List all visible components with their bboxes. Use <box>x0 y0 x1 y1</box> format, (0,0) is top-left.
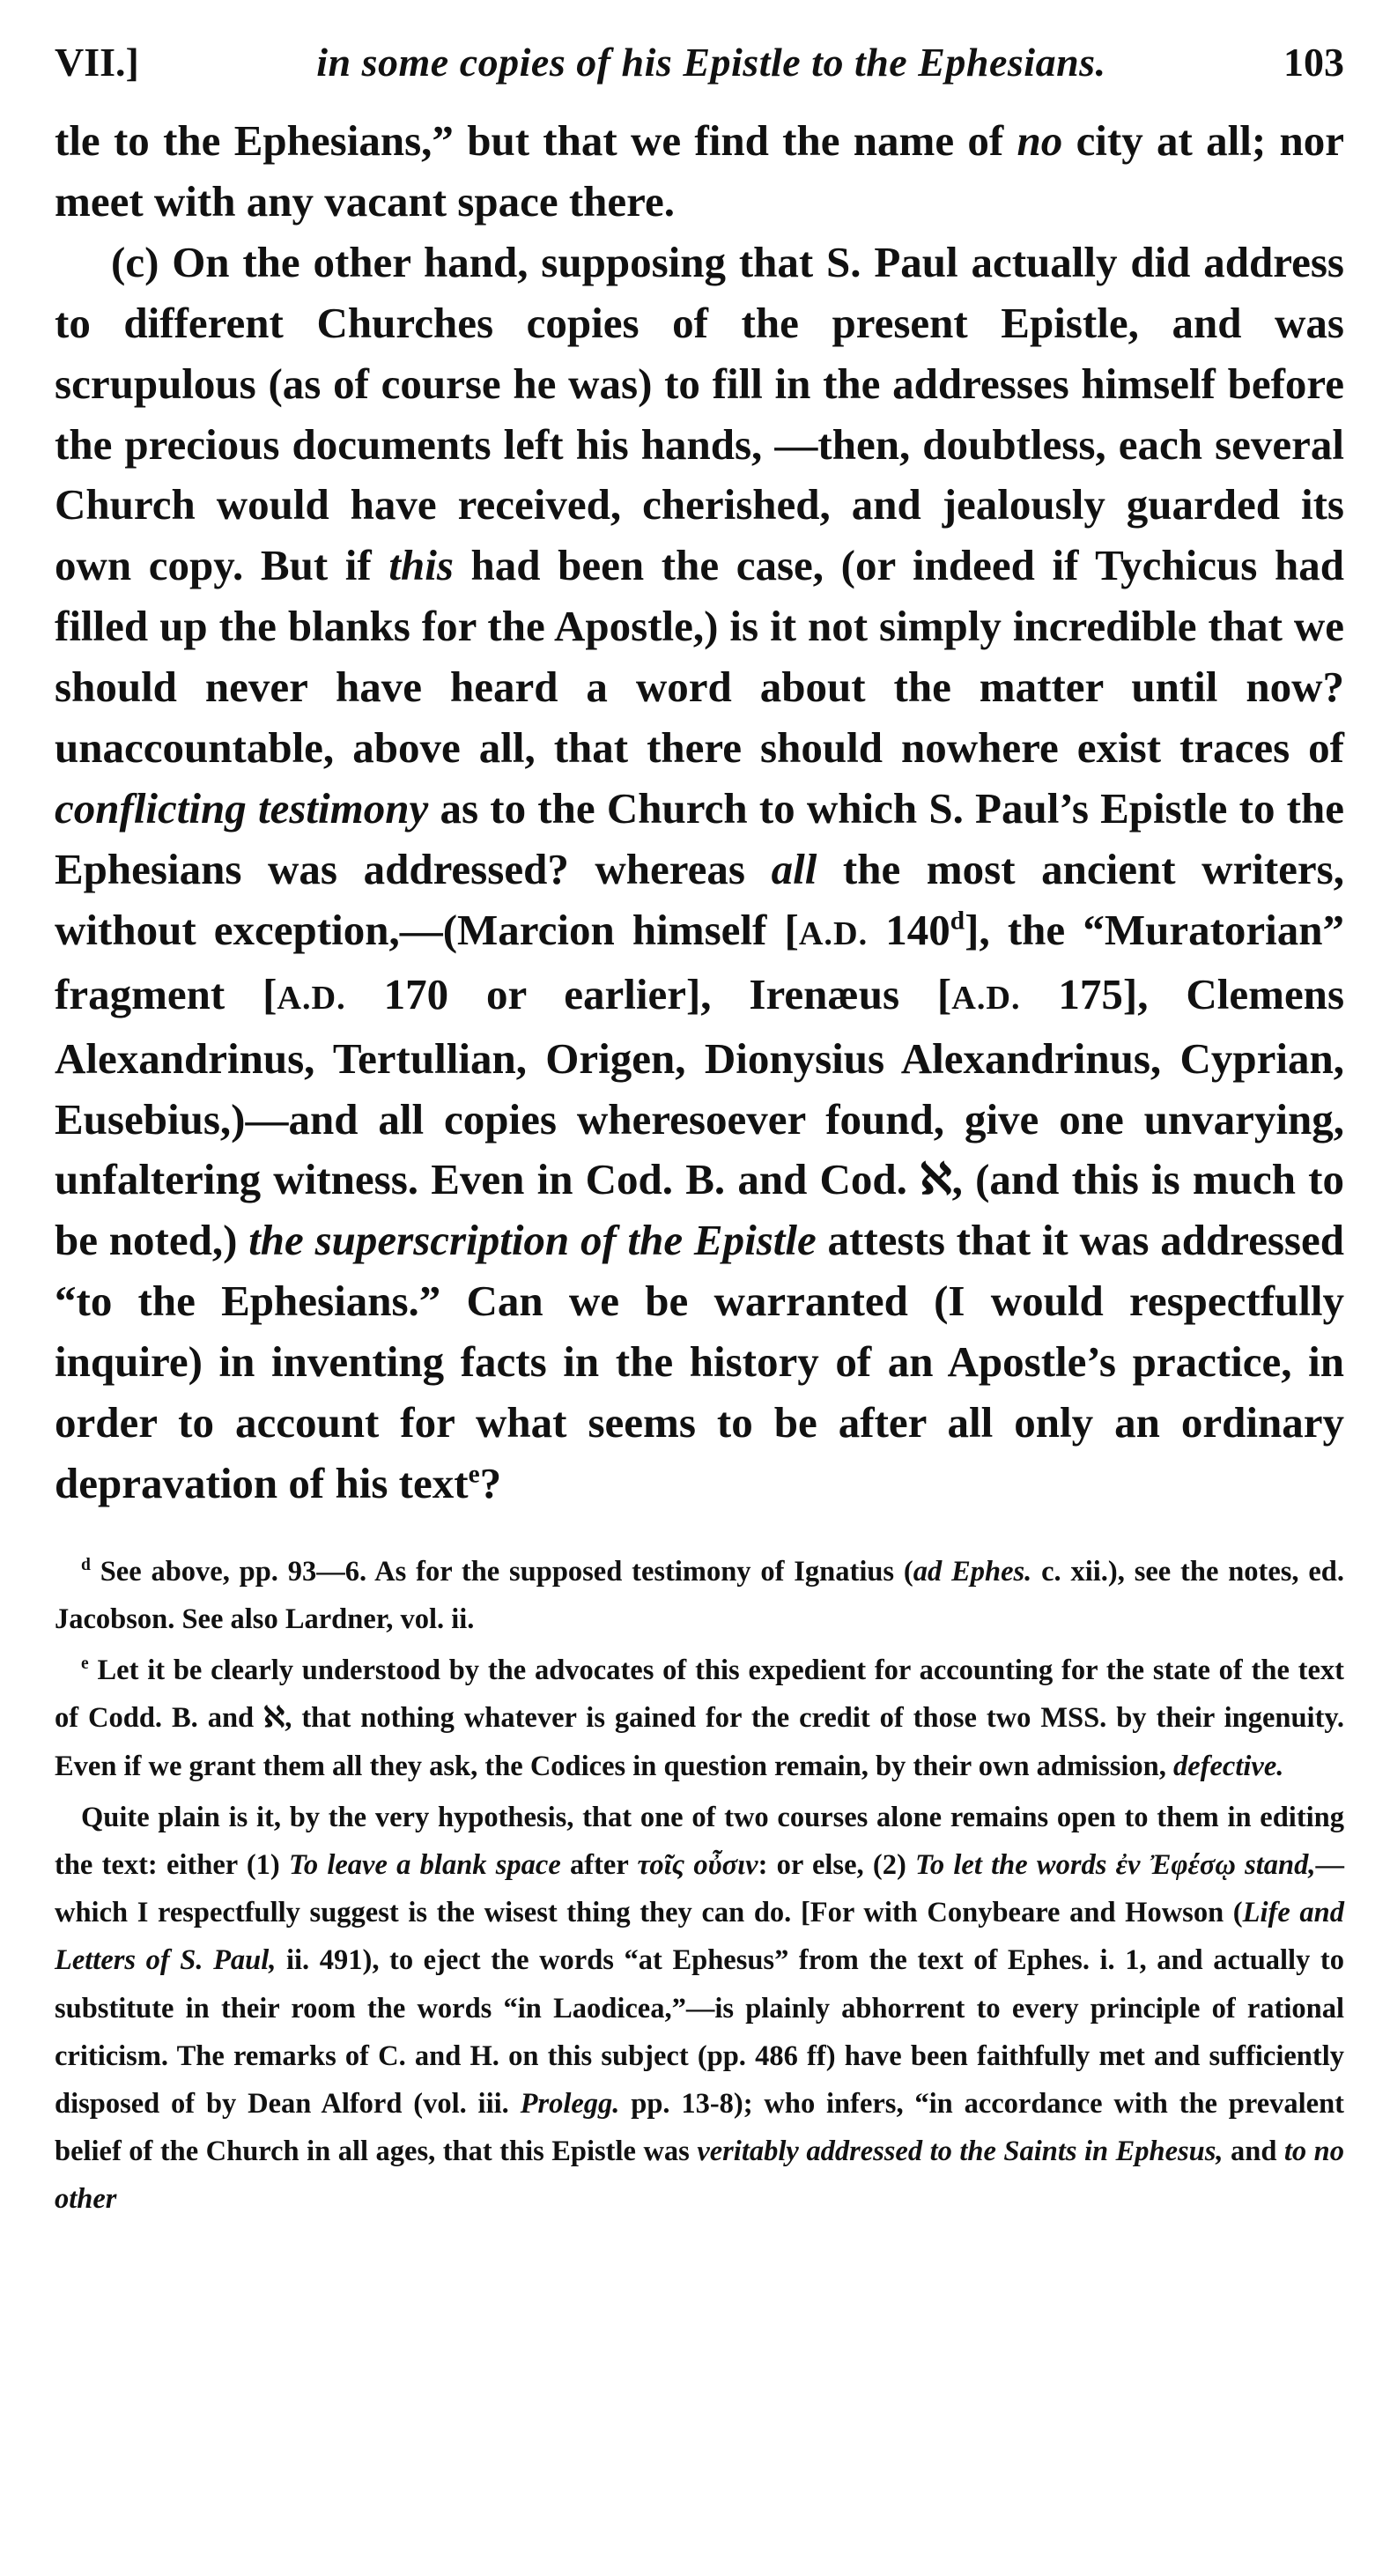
footnote-marker: e <box>81 1654 89 1674</box>
italic-run: the superscription of the Epistle <box>248 1216 817 1265</box>
footnote-e-continued <box>55 1794 1344 2224</box>
text-run: as to the Church to which S. Paul’s Epistle to the Ephesians was addressed? whereas <box>55 783 1344 893</box>
italic-run: Life and Letters of S. Paul, <box>55 1897 1344 1977</box>
small-caps-run: A.D. <box>951 979 1021 1017</box>
small-caps-run: A.D. <box>798 914 869 952</box>
main-text <box>55 111 1344 1514</box>
text-run: See above, pp. 93—6. As for the supposed testimony of Ignatius ( <box>90 1555 913 1588</box>
text-run: —which I respectfully suggest is the wisest thing they can do. [For with Conybeare and Howson ( <box>55 1849 1344 1929</box>
italic-run: To let the words ἐν Ἐφέσῳ stand, <box>915 1849 1316 1882</box>
italic-run: defective. <box>1172 1750 1284 1782</box>
page-number: 103 <box>1283 40 1344 85</box>
italic-run: to no other <box>55 2136 1345 2216</box>
text-run: Quite plain is it, by the very hypothesis, that one of two courses alone remains open to them in editing the text: either (1) <box>55 1801 1344 1882</box>
text-run: (c) On the other hand, supposing that S. Paul actually did address to different Churches copies of the present Epistle, and was scrupulous (as of course he was) to fill in the addresses himself before the precious documents left his hands, —then, doubtless, each several Church would have received, cherished, and jealously guarded its own copy. But if <box>55 237 1344 590</box>
section-number: VII.] <box>55 40 139 85</box>
text-run: pp. 13-8); who infers, “in accordance with the prevalent belief of the Church in all ages, that this Epistle was <box>55 2088 1344 2168</box>
italic-run: all <box>771 844 817 893</box>
text-run: the most ancient writers, without exception,—(Marcion himself [ <box>55 844 1344 954</box>
footnote-d <box>55 1548 1344 1643</box>
text-run: and <box>1223 2136 1284 2168</box>
text-run: ii. 491), to eject the words “at Ephesus” from the text of Ephes. i. 1, and actually to substitute in their room the words “in Laodicea,”—is plainly abhorrent to every principle of rational criticism. The remarks of C. and H. on this subject (pp. 486 ff) have been faithfully met and sufficiently disposed of by Dean Alford (vol. iii. <box>55 1944 1344 2121</box>
paragraph-c <box>55 233 1344 1514</box>
running-title: in some copies of his Epistle to the Ephesians. <box>316 40 1106 85</box>
italic-run: Prolegg. <box>520 2088 620 2121</box>
text-run: ? <box>479 1458 502 1507</box>
footnote-marker: d <box>81 1556 91 1575</box>
footnote-e <box>55 1647 1344 1790</box>
footnotes <box>55 1548 1344 2224</box>
italic-run: τοῖς οὖσιν <box>637 1849 758 1882</box>
text-run: after <box>560 1849 638 1882</box>
italic-run: conflicting testimony <box>55 783 429 833</box>
small-caps-run: A.D. <box>277 979 346 1017</box>
text-run: ], the “Muratorian” fragment [ <box>55 905 1345 1018</box>
paragraph-continuation <box>55 111 1344 233</box>
footnote-ref-e: e <box>468 1460 480 1489</box>
text-run: 140 <box>868 905 950 954</box>
text-run: city at all; nor meet with any vacant space there. <box>55 116 1344 226</box>
text-run: attests that it was addressed “to the Ephesians.” Can we be warranted (I would respectfully inquire) in inventing facts in the history of an Apostle’s practice, in order to account for what seems to be after all only an ordinary depravation of his text <box>55 1216 1344 1507</box>
text-run: 170 or earlier], Irenæus [ <box>345 969 952 1018</box>
italic-run: veritably addressed to the Saints in Ephesus, <box>697 2136 1224 2168</box>
text-run: c. xii.), see the notes, ed. Jacobson. See also Lardner, vol. ii. <box>55 1555 1345 1636</box>
footnote-ref-d: d <box>950 907 965 936</box>
italic-run: no <box>1017 116 1063 165</box>
running-header <box>55 39 1344 95</box>
italic-run: this <box>388 541 454 590</box>
text-run: 175], Clemens Alexandrinus, Tertullian, Origen, Dionysius Alexandrinus, Cyprian, Eusebius,)—and all copies wheresoever found, give one unvarying, unfaltering witness. Even in Cod. B. and Cod. ℵ, (and this is much to be noted,) <box>55 969 1345 1265</box>
italic-run: To leave a blank space <box>288 1849 561 1882</box>
text-run: : or else, (2) <box>758 1849 916 1882</box>
italic-run: ad Ephes. <box>913 1555 1032 1588</box>
text-run: tle to the Ephesians,” but that we find the name of <box>55 116 1017 165</box>
text-run: had been the case, (or indeed if Tychicus had filled up the blanks for the Apostle,) is it not simply incredible that we should never have heard a word about the matter until now? unaccountable, above all, that there should nowhere exist traces of <box>55 541 1344 773</box>
text-run: Let it be clearly understood by the advocates of this expedient for accounting for the state of the text of Codd. B. and ℵ, that nothing whatever is gained for the credit of those two MSS. by their ingenuity. Even if we grant them all they ask, the Codices in question remain, by their own admission, <box>55 1654 1344 1782</box>
book-page <box>55 39 1344 2224</box>
